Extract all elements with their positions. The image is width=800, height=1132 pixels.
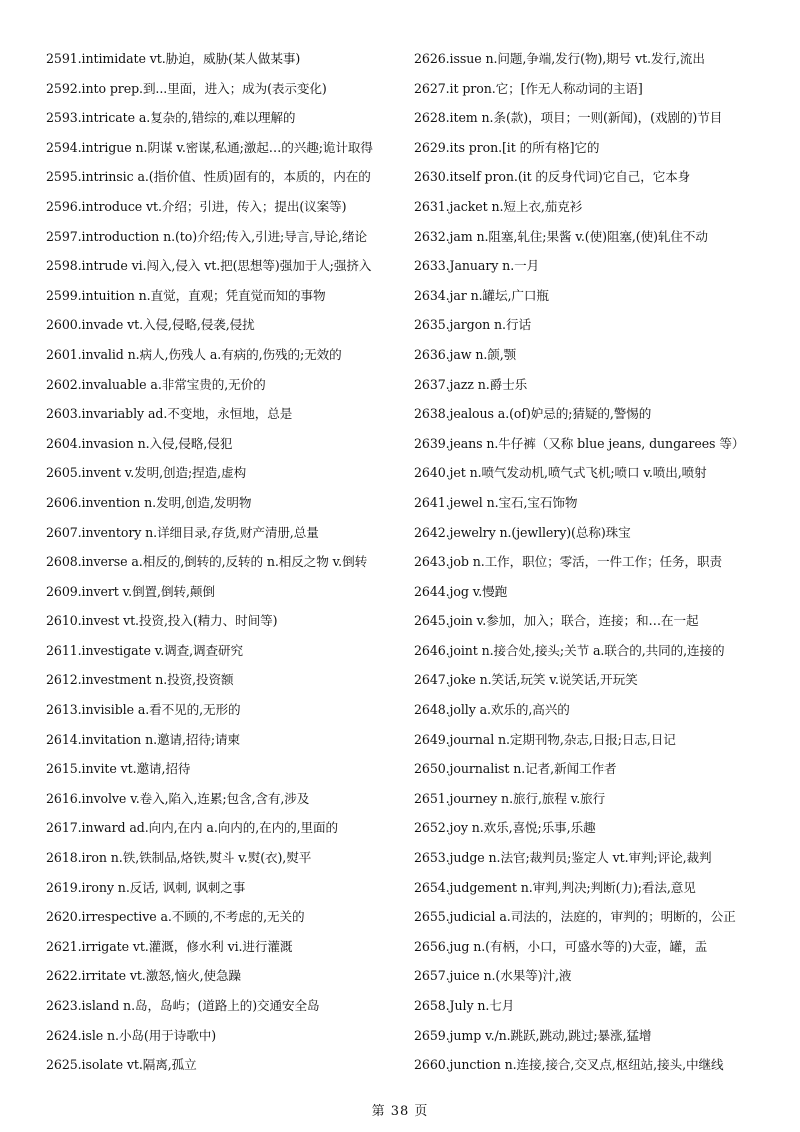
- vocab-entry: 2592.into prep.到...里面，进入；成为(表示变化): [46, 80, 327, 96]
- vocab-entry: 2620.irrespective a.不顾的,不考虑的,无关的: [46, 909, 305, 925]
- right-column: [414, 44, 774, 1080]
- vocab-entry: 2654.judgement n.审判,判决;判断(力);看法,意见: [414, 879, 696, 895]
- vocab-entry: 2653.judge n.法官;裁判员;鉴定人 vt.审判;评论,裁判: [414, 850, 712, 866]
- vocab-entry: 2595.intrinsic a.(指价值、性质)固有的，本质的，内在的: [46, 169, 371, 185]
- vocab-entry: 2615.invite vt.邀请,招待: [46, 761, 191, 777]
- vocab-entry: 2617.inward ad.向内,在内 a.向内的,在内的,里面的: [46, 820, 338, 836]
- vocab-entry: 2593.intricate a.复杂的,错综的,难以理解的: [46, 110, 296, 126]
- vocab-entry: 2644.jog v.慢跑: [414, 583, 508, 599]
- vocab-entry: 2605.invent v.发明,创造;捏造,虚构: [46, 465, 247, 481]
- vocab-entry: 2608.inverse a.相反的,倒转的,反转的 n.相反之物 v.倒转: [46, 554, 368, 570]
- vocab-entry: 2623.island n.岛，岛屿；(道路上的)交通安全岛: [46, 998, 320, 1013]
- vocab-entry: 2632.jam n.阻塞,轧住;果酱 v.(使)阻塞,(使)轧住不动: [414, 228, 708, 244]
- vocab-entry: 2628.item n.条(款)，项目；一则(新闻)，(戏剧的)节目: [414, 110, 723, 126]
- vocab-entry: 2599.intuition n.直觉，直观；凭直觉而知的事物: [46, 287, 326, 303]
- vocab-entry: 2604.invasion n.入侵,侵略,侵犯: [46, 435, 233, 451]
- vocab-entry: 2622.irritate vt.激怒,恼火,使急躁: [46, 968, 241, 984]
- vocab-entry: 2619.irony n.反话, 讽刺, 讽刺之事: [46, 879, 246, 895]
- vocab-entry: 2640.jet n.喷气发动机,喷气式飞机;喷口 v.喷出,喷射: [414, 465, 707, 481]
- vocab-entry: 2612.investment n.投资,投资额: [46, 672, 234, 688]
- vocab-entry: 2618.iron n.铁,铁制品,烙铁,熨斗 v.熨(衣),熨平: [46, 850, 312, 866]
- vocab-entry: 2638.jealous a.(of)妒忌的;猜疑的,警惕的: [414, 406, 652, 422]
- vocab-entry: 2625.isolate vt.隔离,孤立: [46, 1057, 197, 1073]
- vocab-entry: 2655.judicial a.司法的，法庭的，审判的；明断的，公正: [414, 909, 736, 925]
- vocab-entry: 2651.journey n.旅行,旅程 v.旅行: [414, 790, 606, 806]
- vocab-entry: 2656.jug n.(有柄，小口，可盛水等的)大壶，罐，盂: [414, 938, 708, 954]
- vocab-entry: 2660.junction n.连接,接合,交叉点,枢纽站,接头,中继线: [414, 1057, 724, 1073]
- vocab-entry: 2600.invade vt.入侵,侵略,侵袭,侵扰: [46, 317, 255, 333]
- vocab-entry: 2597.introduction n.(to)介绍;传入,引进;导言,导论,绪论: [46, 228, 367, 244]
- vocab-entry: 2596.introduce vt.介绍；引进，传入；提出(议案等): [46, 198, 347, 214]
- vocab-entry: 2642.jewelry n.(jewllery)(总称)珠宝: [414, 524, 631, 540]
- vocab-entry: 2598.intrude vi.闯入,侵入 vt.把(思想等)强加于人;强挤入: [46, 258, 372, 274]
- page-number: 第 38 页: [371, 1104, 429, 1119]
- vocab-entry: 2594.intrigue n.阴谋 v.密谋,私通;激起…的兴趣;诡计取得: [46, 139, 373, 155]
- vocab-entry: 2650.journalist n.记者,新闻工作者: [414, 761, 617, 777]
- vocab-entry: 2658.July n.七月: [414, 998, 515, 1013]
- vocab-entry: 2610.invest vt.投资,投入(精力、时间等): [46, 613, 278, 629]
- vocab-entry: 2639.jeans n.牛仔裤（又称 blue jeans, dungarees 等）: [414, 435, 745, 451]
- vocab-entry: 2591.intimidate vt.胁迫，威胁(某人做某事): [46, 51, 301, 66]
- vocab-entry: 2627.it pron.它；[作无人称动词的主语]: [414, 80, 643, 96]
- vocab-entry: 2645.join v.参加，加入；联合，连接；和…在一起: [414, 613, 699, 629]
- left-column: [46, 44, 406, 1080]
- vocab-entry: 2626.issue n.问题,争端,发行(物),期号 vt.发行,流出: [414, 51, 705, 66]
- vocab-entry: 2637.jazz n.爵士乐: [414, 376, 528, 392]
- vocab-entry: 2602.invaluable a.非常宝贵的,无价的: [46, 376, 266, 392]
- vocab-entry: 2649.journal n.定期刊物,杂志,日报;日志,日记: [414, 731, 676, 747]
- vocab-entry: 2646.joint n.接合处,接头;关节 a.联合的,共同的,连接的: [414, 642, 725, 658]
- vocab-entry: 2641.jewel n.宝石,宝石饰物: [414, 494, 578, 510]
- vocab-entry: 2624.isle n.小岛(用于诗歌中): [46, 1027, 217, 1043]
- vocab-entry: 2648.jolly a.欢乐的,高兴的: [414, 702, 570, 718]
- vocab-entry: 2647.joke n.笑话,玩笑 v.说笑话,开玩笑: [414, 672, 638, 688]
- vocab-entry: 2613.invisible a.看不见的,无形的: [46, 702, 241, 718]
- vocab-entry: 2603.invariably ad.不变地，永恒地，总是: [46, 406, 293, 422]
- vocab-entry: 2621.irrigate vt.灌溉，修水利 vi.进行灌溉: [46, 938, 293, 954]
- vocab-entry: 2631.jacket n.短上衣,茄克衫: [414, 198, 583, 214]
- vocab-entry: 2652.joy n.欢乐,喜悦;乐事,乐趣: [414, 820, 596, 836]
- vocab-entry: 2657.juice n.(水果等)汁,液: [414, 968, 572, 984]
- vocab-entry: 2606.invention n.发明,创造,发明物: [46, 494, 252, 510]
- vocab-entry: 2611.investigate v.调查,调查研究: [46, 642, 243, 658]
- vocab-entry: 2643.job n.工作，职位；零活，一件工作；任务，职责: [414, 554, 723, 570]
- vocab-entry: 2633.January n.一月: [414, 258, 540, 274]
- vocab-entry: 2607.inventory n.详细目录,存货,财产清册,总量: [46, 524, 319, 540]
- vocab-entry: 2635.jargon n.行话: [414, 317, 531, 333]
- vocab-entry: 2609.invert v.倒置,倒转,颠倒: [46, 583, 215, 599]
- vocab-entry: 2616.involve v.卷入,陷入,连累;包含,含有,涉及: [46, 790, 310, 806]
- vocab-entry: 2630.itself pron.(it 的反身代词)它自己，它本身: [414, 169, 691, 185]
- vocab-entry: 2634.jar n.罐坛,广口瓶: [414, 287, 549, 303]
- vocab-entry: 2659.jump v./n.跳跃,跳动,跳过;暴涨,猛增: [414, 1027, 652, 1043]
- vocab-entry: 2636.jaw n.颌,颚: [414, 346, 517, 362]
- vocab-entry: 2614.invitation n.邀请,招待;请柬: [46, 731, 241, 747]
- vocab-entry: 2601.invalid n.病人,伤残人 a.有病的,伤残的;无效的: [46, 346, 342, 362]
- vocab-entry: 2629.its pron.[it 的所有格]它的: [414, 139, 600, 155]
